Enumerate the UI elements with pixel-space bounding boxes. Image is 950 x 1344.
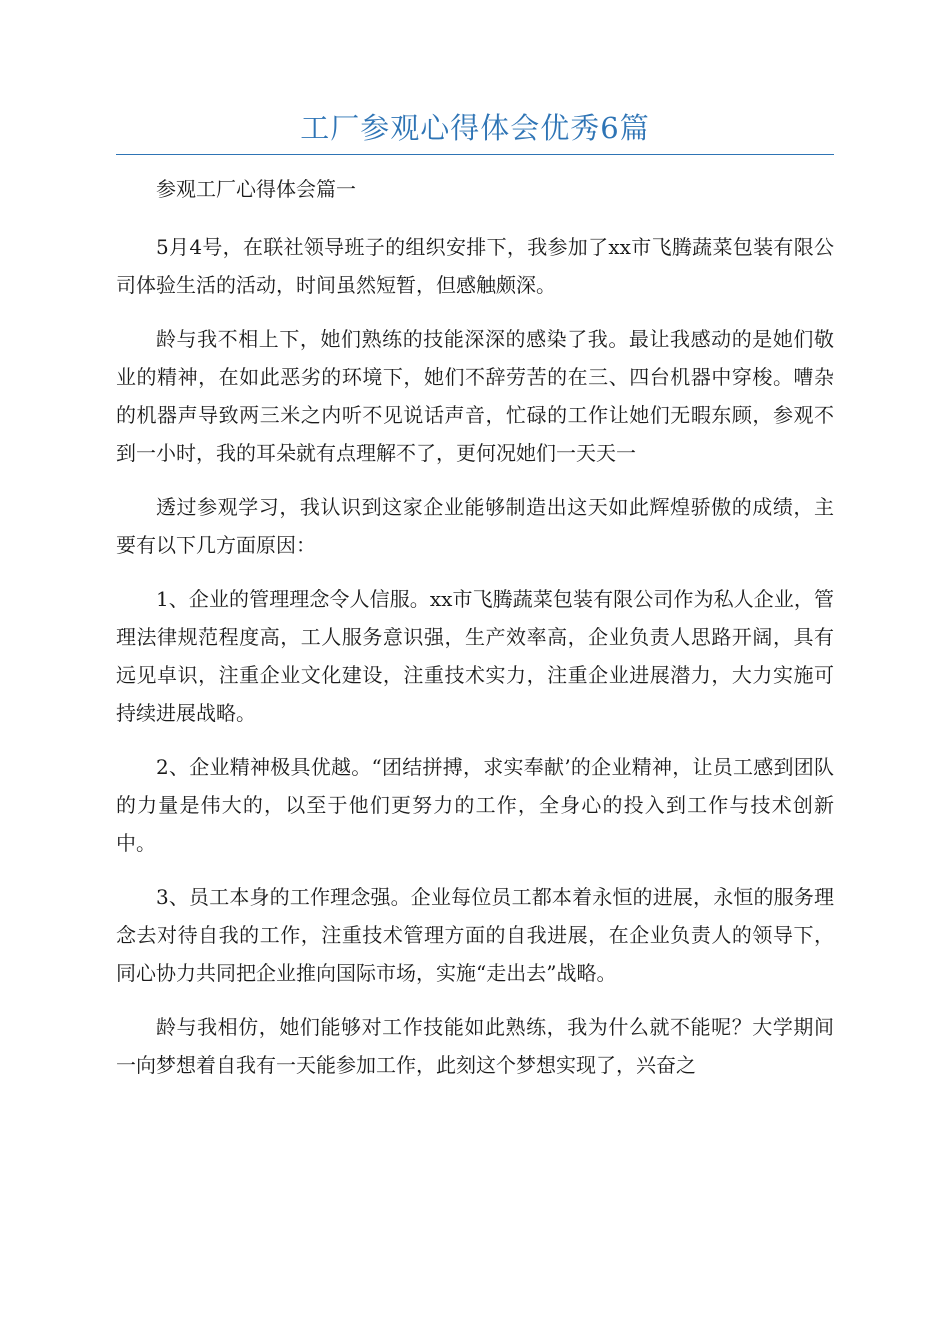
paragraph: 龄与我不相上下，她们熟练的技能深深的感染了我。最让我感动的是她们敬业的精神，在如此恶劣的环境下，她们不辞劳苦的在三、四台机器中穿梭。嘈杂的机器声导致两三米之内听不见说话声音，忙碌的工作让她们无暇东顾，参观不到一小时，我的耳朵就有点理解不了，更何况她们一天天一 xyxy=(116,327,834,465)
section-heading: 参观工厂心得体会篇一 xyxy=(156,177,356,201)
paragraph: 龄与我相仿，她们能够对工作技能如此熟练，我为什么就不能呢？大学期间一向梦想着自我有一天能参加工作，此刻这个梦想实现了，兴奋之 xyxy=(116,1015,834,1077)
document-title: 工厂参观心得体会优秀6篇 xyxy=(300,111,650,145)
paragraph: 3、员工本身的工作理念强。企业每位员工都本着永恒的进展，永恒的服务理念去对待自我的工作，注重技术管理方面的自我进展，在企业负责人的领导下，同心协力共同把企业推向国际市场，实施“走出去”战略。 xyxy=(116,885,834,985)
paragraph: 透过参观学习，我认识到这家企业能够制造出这天如此辉煌骄傲的成绩，主要有以下几方面原因： xyxy=(116,495,834,557)
paragraph: 1、企业的管理理念令人信服。xx市飞腾蔬菜包装有限公司作为私人企业，管理法律规范程度高，工人服务意识强，生产效率高，企业负责人思路开阔，具有远见卓识，注重企业文化建设，注重技术实力，注重企业进展潜力，大力实施可持续进展战略。 xyxy=(116,587,834,725)
paragraph: 2、企业精神极具优越。“团结拼搏，求实奉献’的企业精神，让员工感到团队的力量是伟大的，以至于他们更努力的工作，全身心的投入到工作与技术创新中。 xyxy=(116,755,834,855)
document-body xyxy=(116,170,834,1100)
title-underline xyxy=(116,154,834,155)
paragraph: 5月4号，在联社领导班子的组织安排下，我参加了xx市飞腾蔬菜包装有限公司体验生活的活动，时间虽然短暂，但感触颇深。 xyxy=(116,235,834,297)
